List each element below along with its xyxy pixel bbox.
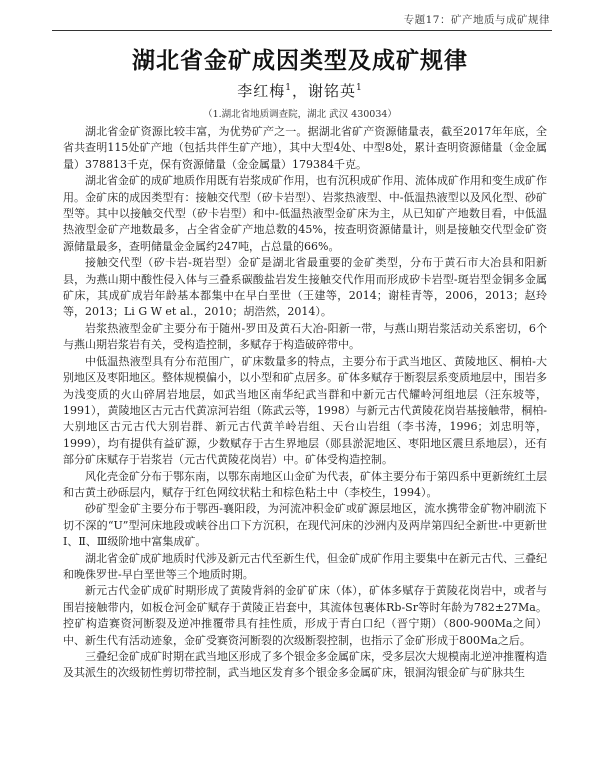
- body-paragraph: 砂矿型金矿主要分布于鄂西-襄阳段，为河流冲积金矿或矿源层地区，流水携带金矿物冲刷流下切不深的“U”型河床地段或峡谷出口下方沉积，在现代河床的沙洲内及两岸第四纪全新世-中更新世Ⅰ、Ⅱ、Ⅲ级阶地中富集成矿。: [63, 502, 547, 549]
- body-paragraph: 湖北省金矿的成矿地质作用既有岩浆成矿作用，也有沉积成矿作用、流体成矿作用和变生成矿作用。金矿床的成因类型有：接触交代型（矽卡岩型）、岩浆热液型、中-低温热液型以及风化型、砂矿型等。其中以接触交代型（矽卡岩型）和中-低温热液型金矿床为主，从已知矿产地数目看，中低温热液型金矿产地数最多，占全省金矿产地总数的45%，按查明资源储量计，则是接触交代型金矿资源储量最多，查明储量金金属约247吨，占总量的66%。: [63, 174, 547, 253]
- author-separator: ，: [291, 82, 308, 100]
- author-affiliation-mark: 1: [356, 83, 363, 93]
- article-title: 湖北省金矿成因类型及成矿规律: [132, 48, 468, 74]
- body-paragraph: 湖北省金矿成矿地质时代涉及新元古代至新生代，但金矿成矿作用主要集中在新元古代、三叠纪和晚侏罗世-早白垩世等三个地质时期。: [63, 551, 547, 581]
- author-affiliation-mark: 1: [285, 83, 292, 93]
- affiliation: （1.湖北省地质调查院，湖北 武汉 430034）: [203, 109, 397, 120]
- header-divider: [52, 30, 552, 31]
- article-body: [63, 124, 547, 682]
- author-name: 谢铭英: [308, 82, 357, 100]
- body-paragraph: 岩浆热液型金矿主要分布于随州-罗田及黄石大冶-阳新一带，与燕山期岩浆活动关系密切，6个与燕山期岩浆岩有关，受构造控制，多赋存于构造破碎带中。: [63, 321, 547, 352]
- body-paragraph: 三叠纪金矿成矿时期在武当地区形成了多个银金多金属矿床，受多层次大规模南北逆冲推覆构造及其派生的次级韧性剪切带控制，武当地区发育多个银金多金属矿床，银洞沟银金矿与矿脉共生: [63, 650, 547, 680]
- body-paragraph: 风化壳金矿分布于鄂东南，以鄂东南地区山金矿为代表，矿体主要分布于第四系中更新统红土层和古黄土砂砾层内，赋存于红色网纹状粘土和棕色粘土中（李校生，1994）。: [63, 469, 547, 499]
- author-name: 李红梅: [237, 82, 286, 100]
- body-paragraph: 湖北省金矿资源比较丰富，为优势矿产之一。据湖北省矿产资源储量表，截至2017年年底，全省共查明115处矿产地（包括共伴生矿产地），其中大型4处、中型8处，累计查明资源储量（金金属量）378813千克，保有资源储量（金金属量）179384千克。: [63, 125, 547, 171]
- author-list: [0, 80, 600, 101]
- body-paragraph: 新元古代金矿成矿时期形成了黄陵背斜的金矿矿床（体），矿体多赋存于黄陵花岗岩中，或者与围岩接触带内，如板仓河金矿赋存于黄陵正岩套中，其流体包裹体Rb-Sr等时年龄为782±27Ma。控矿构造赛资河断裂及逆冲推覆带具有挂性质，形成于青白口纪（晋宁期）（800-900Ma之间）中、新生代有活动迹象，金矿受赛资河断裂的次级断裂控制，也指示了金矿形成于800Ma之后。: [63, 584, 547, 647]
- running-header: 专题17：矿产地质与成矿规律: [403, 14, 550, 26]
- body-paragraph: 接触交代型（矽卡岩-斑岩型）金矿是湖北省最重要的金矿类型，分布于黄石市大冶县和阳新县，为燕山期中酸性侵入体与三叠系碳酸盐岩发生接触交代作用而形成矽卡岩型-斑岩型金铜多金属矿床，其成矿成岩年龄基本都集中在早白垩世（王建等，2014；谢桂青等，2006，2013；赵玲等，2013；Li G W et al.，2010；胡浩然，2014）。: [63, 256, 547, 319]
- body-paragraph: 中低温热液型具有分布范围广，矿床数量多的特点，主要分布于武当地区、黄陵地区、桐柏-大别地区及枣阳地区。整体规模偏小，以小型和矿点居多。矿体多赋存于断裂层系变质地层中，围岩多为浅变质的火山碎屑岩地层，如武当地区南华纪武当群和中新元古代耀岭河组地层（汪东坡等，1991），黄陵地区古元古代黄凉河岩组（陈武云等，1998）与新元古代黄陵花岗岩基接触带，桐柏-大别地区古元古代大别岩群、新元古代黄羊岭岩组、天台山岩组（李书涛，1996；刘忠明等，1999），均有提供有益矿源，少数赋存于古生界地层（郧县淤泥地区、枣阳地区震旦系地层），还有部分矿床赋存于岩浆岩（元古代黄陵花岗岩）中。矿体受构造控制。: [63, 354, 547, 467]
